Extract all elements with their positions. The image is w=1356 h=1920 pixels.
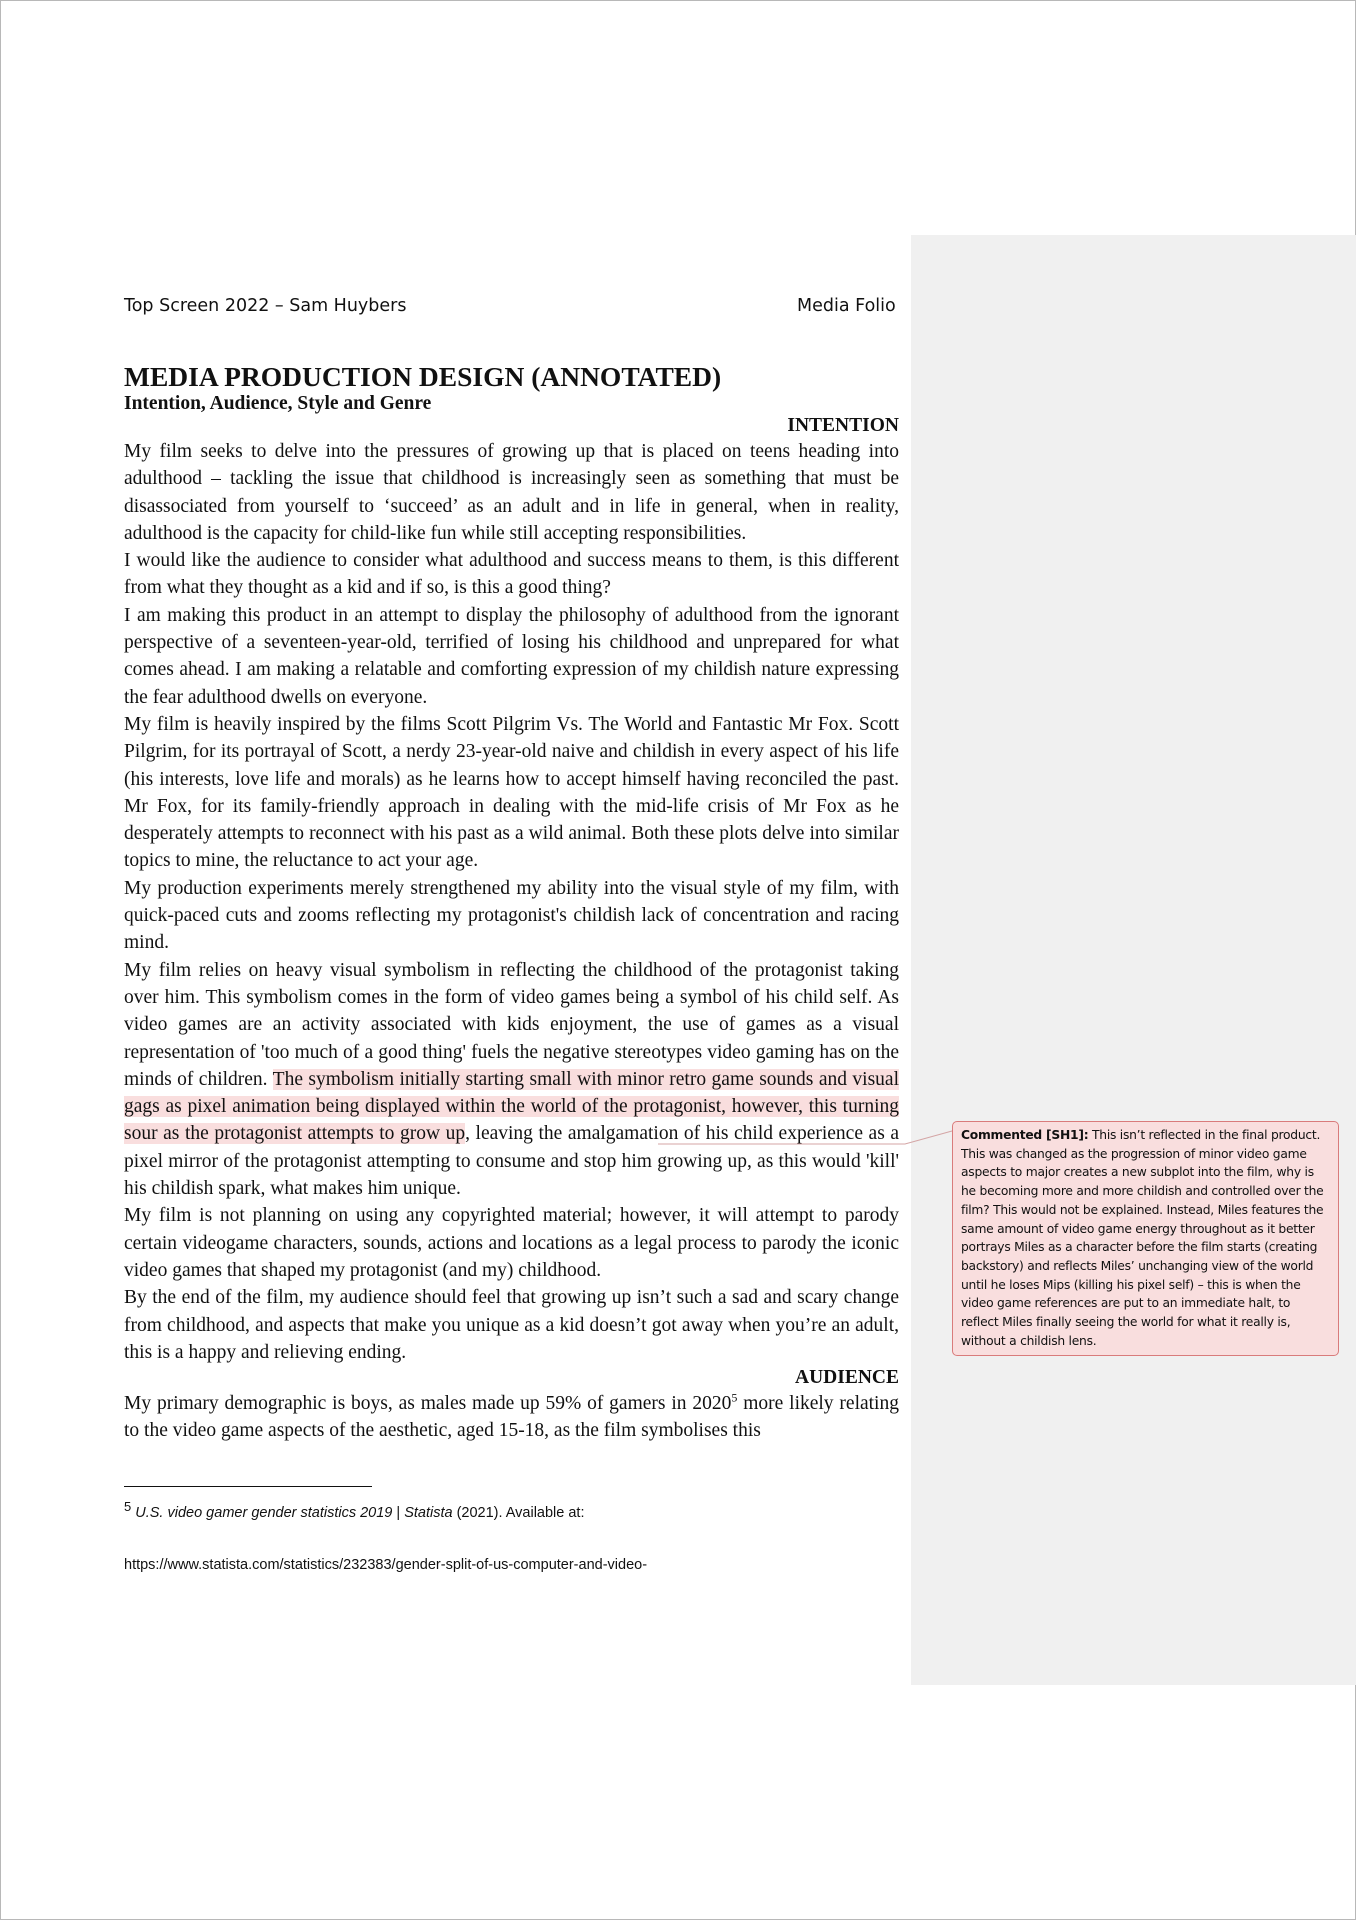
document-body [124,414,899,1445]
paragraph-text: My film relies on heavy visual symbolism in reflecting the childhood of the protagonist taking over him. This symbolism comes in the form of video games being a symbol of his child self. As video games are an activity associated with kids enjoyment, the use of games as a visual representation of 'too much of a good thing' fuels the negative stereotypes video gaming has on the minds of children. [124,959,899,1090]
paragraph: I am making this product in an attempt to display the philosophy of adulthood from the ignorant perspective of a seventeen-year-old, terrified of losing his childhood and unprepared for what comes ahead. I am making a relatable and comforting expression of my childish nature expressing the fear adulthood dwells on everyone. [124,604,899,708]
footnote-title: U.S. video gamer gender statistics 2019 [135,1505,393,1521]
comment-text: This isn’t reflected in the final product. This was changed as the progression of minor video game aspects to major creates a new subplot into the film, why is he becoming more and more childish and controlled over the film? This would not be explained. Instead, Miles features the same amount of video game energy throughout as it better portrays Miles as a character before the film starts (creating backstory) and reflects Miles’ unchanging view of the world until he loses Mips (killing his pixel self) – this is when the video game references are put to an immediate halt, to reflect Miles finally seeing the world for what it really is, without a childish lens. [961,1128,1324,1348]
footnote-url[interactable]: https://www.statista.com/statistics/232383/gender-split-of-us-computer-and-video- [124,1557,648,1573]
footnote-separator [124,1486,372,1487]
paragraph: I would like the audience to consider what adulthood and success means to them, is this different from what they thought as a kid and if so, is this a good thing? [124,550,899,599]
footnote [124,1499,585,1521]
document-title: MEDIA PRODUCTION DESIGN (ANNOTATED) [124,361,722,392]
header-right: Media Folio [797,296,896,316]
paragraph: By the end of the film, my audience should feel that growing up isn’t such a sad and scary change from childhood, and aspects that make you unique as a kid doesn’t got away when you’re an adult, this is a happy and relieving ending. [124,1287,899,1363]
section-heading-intention: INTENTION [787,415,899,436]
comment-pane [911,235,1356,1685]
footnote-number: 5 [124,1499,132,1515]
section-heading-audience: AUDIENCE [794,1367,899,1389]
comment-balloon[interactable] [952,1121,1339,1356]
commented-highlight[interactable]: The symbolism initially starting small with minor retro game sounds and visual gags as pixel animation being displayed within the world of the protagonist, however, this turning sour as the protagonist attempts to grow up [124,1068,899,1145]
paragraph: My film seeks to delve into the pressures of growing up that is placed on teens heading into adulthood – tackling the issue that childhood is increasingly seen as something that must be disassociated from yourself to ‘succeed’ as an adult and in life in general, when in reality, adulthood is the capacity for child-like fun while still accepting responsibilities. [124,441,899,544]
paragraph-text: My primary demographic is boys, as males made up 59% of gamers in 2020 [124,1393,732,1415]
footnote-reference[interactable]: 5 [731,1390,738,1405]
header-left: Top Screen 2022 – Sam Huybers [124,296,407,316]
paragraph: My production experiments merely strengthened my ability into the visual style of my film, with quick-paced cuts and zooms reflecting my protagonist's childish lack of concentration and racing mind. [124,877,899,954]
paragraph-text: more likely relating to the video game aspects of the aesthetic, aged 15-18, as the film symbolises this [124,1393,899,1442]
footnote-separator-text: | [392,1505,405,1521]
footnote-text: (2021). Available at: [452,1505,585,1521]
comment-author-label: Commented [SH1]: [961,1128,1089,1142]
paragraph: My film is heavily inspired by the films Scott Pilgrim Vs. The World and Fantastic Mr Fox. Scott Pilgrim, for its portrayal of Scott, a nerdy 23-year-old naive and childish in every aspect of his life (his interests, love life and morals) as he learns how to accept himself having reconciled the past. Mr Fox, for its family-friendly approach in dealing with the mid-life crisis of Mr Fox as he desperately attempts to reconnect with his past as a wild animal. Both these plots delve into similar topics to mine, the reluctance to act your age. [124,713,899,872]
paragraph: My film is not planning on using any copyrighted material; however, it will attempt to parody certain videogame characters, sounds, actions and locations as a legal process to parody the iconic video games that shaped my protagonist (and my) childhood. [124,1205,899,1281]
paragraph-text: , leaving the amalgamation of his child experience as a pixel mirror of the protagonist attempting to consume and stop him growing up, as this would 'kill' his childish spark, what makes him unique. [124,1123,899,1200]
paragraph-with-comment [124,957,899,1203]
paragraph [124,1390,899,1445]
footnote-source: Statista [404,1505,453,1521]
document-subtitle: Intention, Audience, Style and Genre [124,393,432,414]
